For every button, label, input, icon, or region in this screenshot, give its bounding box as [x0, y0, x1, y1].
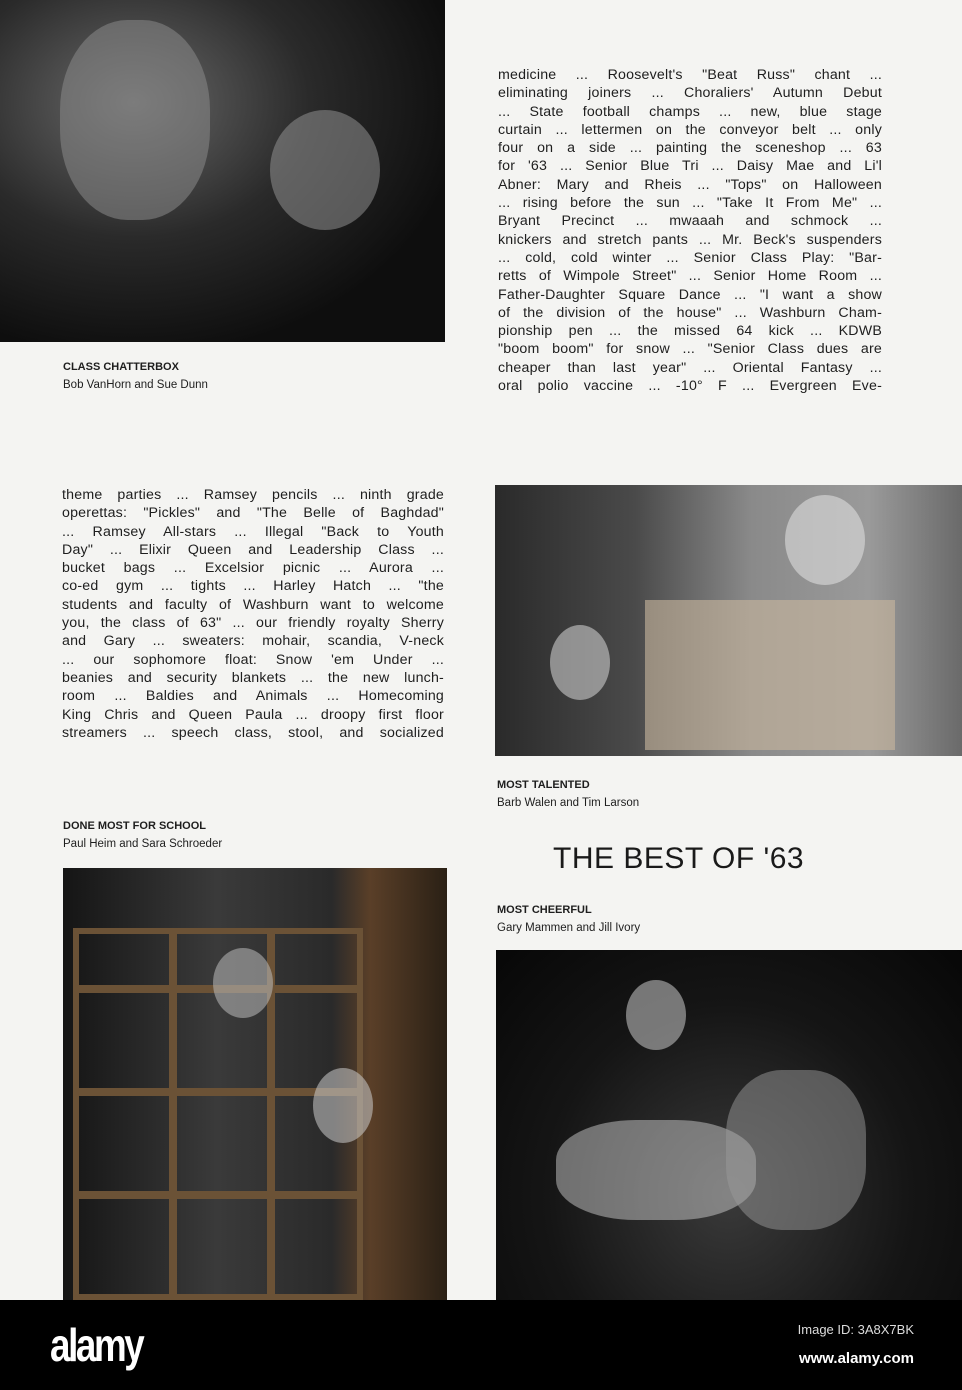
- text-line: beanies and security blankets ... the new lunch-: [62, 669, 444, 686]
- text-line: curtain ... lettermen on the conveyor belt ... only: [498, 121, 882, 138]
- photo-figure: [313, 1068, 373, 1143]
- text-line: oral polio vaccine ... -10° F ... Evergreen Eve-: [498, 378, 882, 395]
- caption-names: Gary Mammen and Jill Ivory: [497, 922, 641, 934]
- text-line: four on a side ... painting the sceneshop ... 63: [498, 140, 882, 157]
- text-line: cheaper than last year" ... Oriental Fantasy ...: [498, 359, 882, 376]
- photo-figure: [60, 20, 210, 220]
- text-line: of the division of the house" ... Washburn Cham-: [498, 304, 882, 321]
- caption-most-talented: [497, 776, 639, 812]
- text-line: theme parties ... Ramsey pencils ... ninth grade: [62, 487, 444, 503]
- caption-done-most-for-school: [63, 817, 222, 853]
- text-line: ... rising before the sun ... "Take It From Me" ...: [498, 195, 882, 212]
- photo-figure: [550, 625, 610, 700]
- text-line: medicine ... Roosevelt's "Beat Russ" chant ...: [498, 67, 882, 83]
- alamy-logo: alamy: [50, 1319, 143, 1371]
- text-line: ... Ramsey All-stars ... Illegal "Back to Youth: [62, 523, 444, 540]
- text-line: you, the class of 63" ... our friendly royalty Sherry: [62, 615, 444, 632]
- watermark-footer: [0, 1300, 962, 1390]
- photo-figure: [213, 948, 273, 1018]
- text-line: Father-Daughter Square Dance ... "I want a show: [498, 286, 882, 303]
- text-line: knickers and stretch pants ... Mr. Beck's suspenders: [498, 231, 882, 248]
- caption-most-cheerful: [497, 901, 640, 937]
- text-line: for '63 ... Senior Blue Tri ... Daisy Mae and Li'l: [498, 158, 882, 175]
- photo-most-cheerful: [496, 950, 962, 1300]
- text-line: students and faculty of Washburn want to welcome: [62, 596, 444, 613]
- caption-names: Paul Heim and Sara Schroeder: [63, 838, 223, 850]
- text-line: operettas: "Pickles" and "The Belle of Baghdad": [62, 505, 444, 522]
- image-id: Image ID: 3A8X7BK: [797, 1322, 914, 1337]
- text-line: co-ed gym ... tights ... Harley Hatch ... "the: [62, 578, 444, 595]
- text-line: pionship pen ... the missed 64 kick ... KDWB: [498, 323, 882, 340]
- photo-figure: [726, 1070, 866, 1230]
- left-text-column: [62, 486, 444, 742]
- photo-done-most-for-school: [63, 868, 447, 1300]
- photo-most-talented: [495, 485, 962, 756]
- caption-title: MOST CHEERFUL: [497, 904, 592, 916]
- text-line: Day" ... Elixir Queen and Leadership Class ...: [62, 541, 444, 558]
- text-line: Bryant Precinct ... mwaaah and schmock ...: [498, 213, 882, 230]
- photo-class-chatterbox: [0, 0, 445, 342]
- text-line: streamers ... speech class, stool, and socialized: [62, 724, 444, 741]
- photo-piano: [645, 600, 895, 750]
- caption-title: DONE MOST FOR SCHOOL: [63, 820, 206, 832]
- caption-names: Barb Walen and Tim Larson: [497, 797, 640, 809]
- text-line: Abner: Mary and Rheis ... "Tops" on Halloween: [498, 176, 882, 193]
- text-line: bucket bags ... Excelsior picnic ... Aurora ...: [62, 560, 444, 577]
- text-line: ... cold, cold winter ... Senior Class Play: "Bar-: [498, 249, 882, 266]
- photo-figure: [270, 110, 380, 230]
- photo-figure: [626, 980, 686, 1050]
- text-line: ... our sophomore float: Snow 'em Under ...: [62, 651, 444, 668]
- caption-title: CLASS CHATTERBOX: [63, 361, 179, 373]
- text-line: room ... Baldies and Animals ... Homecoming: [62, 688, 444, 705]
- text-line: ... State football champs ... new, blue stage: [498, 103, 882, 120]
- photo-figure: [785, 495, 865, 585]
- text-line: King Chris and Queen Paula ... droopy first floor: [62, 706, 444, 723]
- caption-class-chatterbox: [63, 358, 208, 394]
- caption-title: MOST TALENTED: [497, 779, 590, 791]
- footer-url: www.alamy.com: [798, 1350, 914, 1367]
- caption-names: Bob VanHorn and Sue Dunn: [63, 379, 208, 391]
- text-line: eliminating joiners ... Choraliers' Autumn Debut: [498, 85, 882, 102]
- text-line: "boom boom" for snow ... "Senior Class dues are: [498, 341, 882, 358]
- right-text-column: [498, 66, 882, 395]
- text-line: and Gary ... sweaters: mohair, scandia, V-neck: [62, 633, 444, 650]
- page-title: THE BEST OF '63: [553, 842, 805, 875]
- text-line: retts of Wimpole Street" ... Senior Home Room ...: [498, 268, 882, 285]
